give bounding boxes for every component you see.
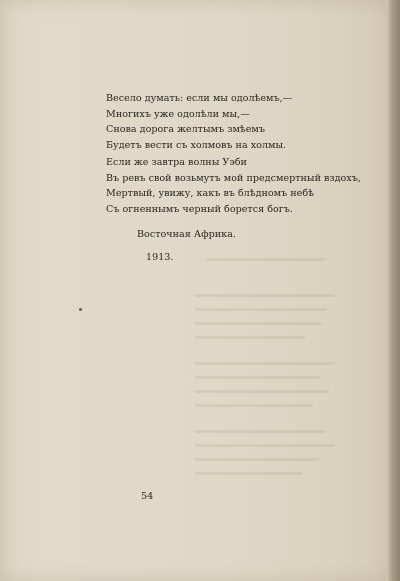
book-spine-shadow bbox=[386, 0, 400, 581]
paper-speck bbox=[79, 308, 82, 311]
poem-stanza-1 bbox=[106, 91, 292, 153]
page-number: 54 bbox=[141, 491, 154, 502]
poem-line: Снова дорога желтымъ змѣемъ bbox=[106, 124, 265, 136]
poem-place: Восточная Африка. bbox=[137, 229, 236, 240]
bleed-through-text bbox=[195, 250, 345, 480]
poem-stanza-2 bbox=[106, 155, 361, 217]
poem-line: Многихъ уже одолѣли мы,— bbox=[106, 108, 250, 120]
poem-line: Весело думать: если мы одолѣемъ,— bbox=[106, 93, 293, 104]
poem-year: 1913. bbox=[146, 252, 174, 263]
poem-line: Если же завтра волны Уэби bbox=[106, 157, 247, 168]
poem-line: Мертвый, увижу, какъ въ блѣдномъ небѣ bbox=[106, 188, 314, 200]
poem-line: Съ огненнымъ черный борется богъ. bbox=[106, 203, 293, 215]
poem-line: Будетъ вести съ холмовъ на холмы. bbox=[106, 139, 287, 151]
poem-line: Въ ревъ свой возьмутъ мой предсмертный вздохъ, bbox=[106, 172, 361, 184]
